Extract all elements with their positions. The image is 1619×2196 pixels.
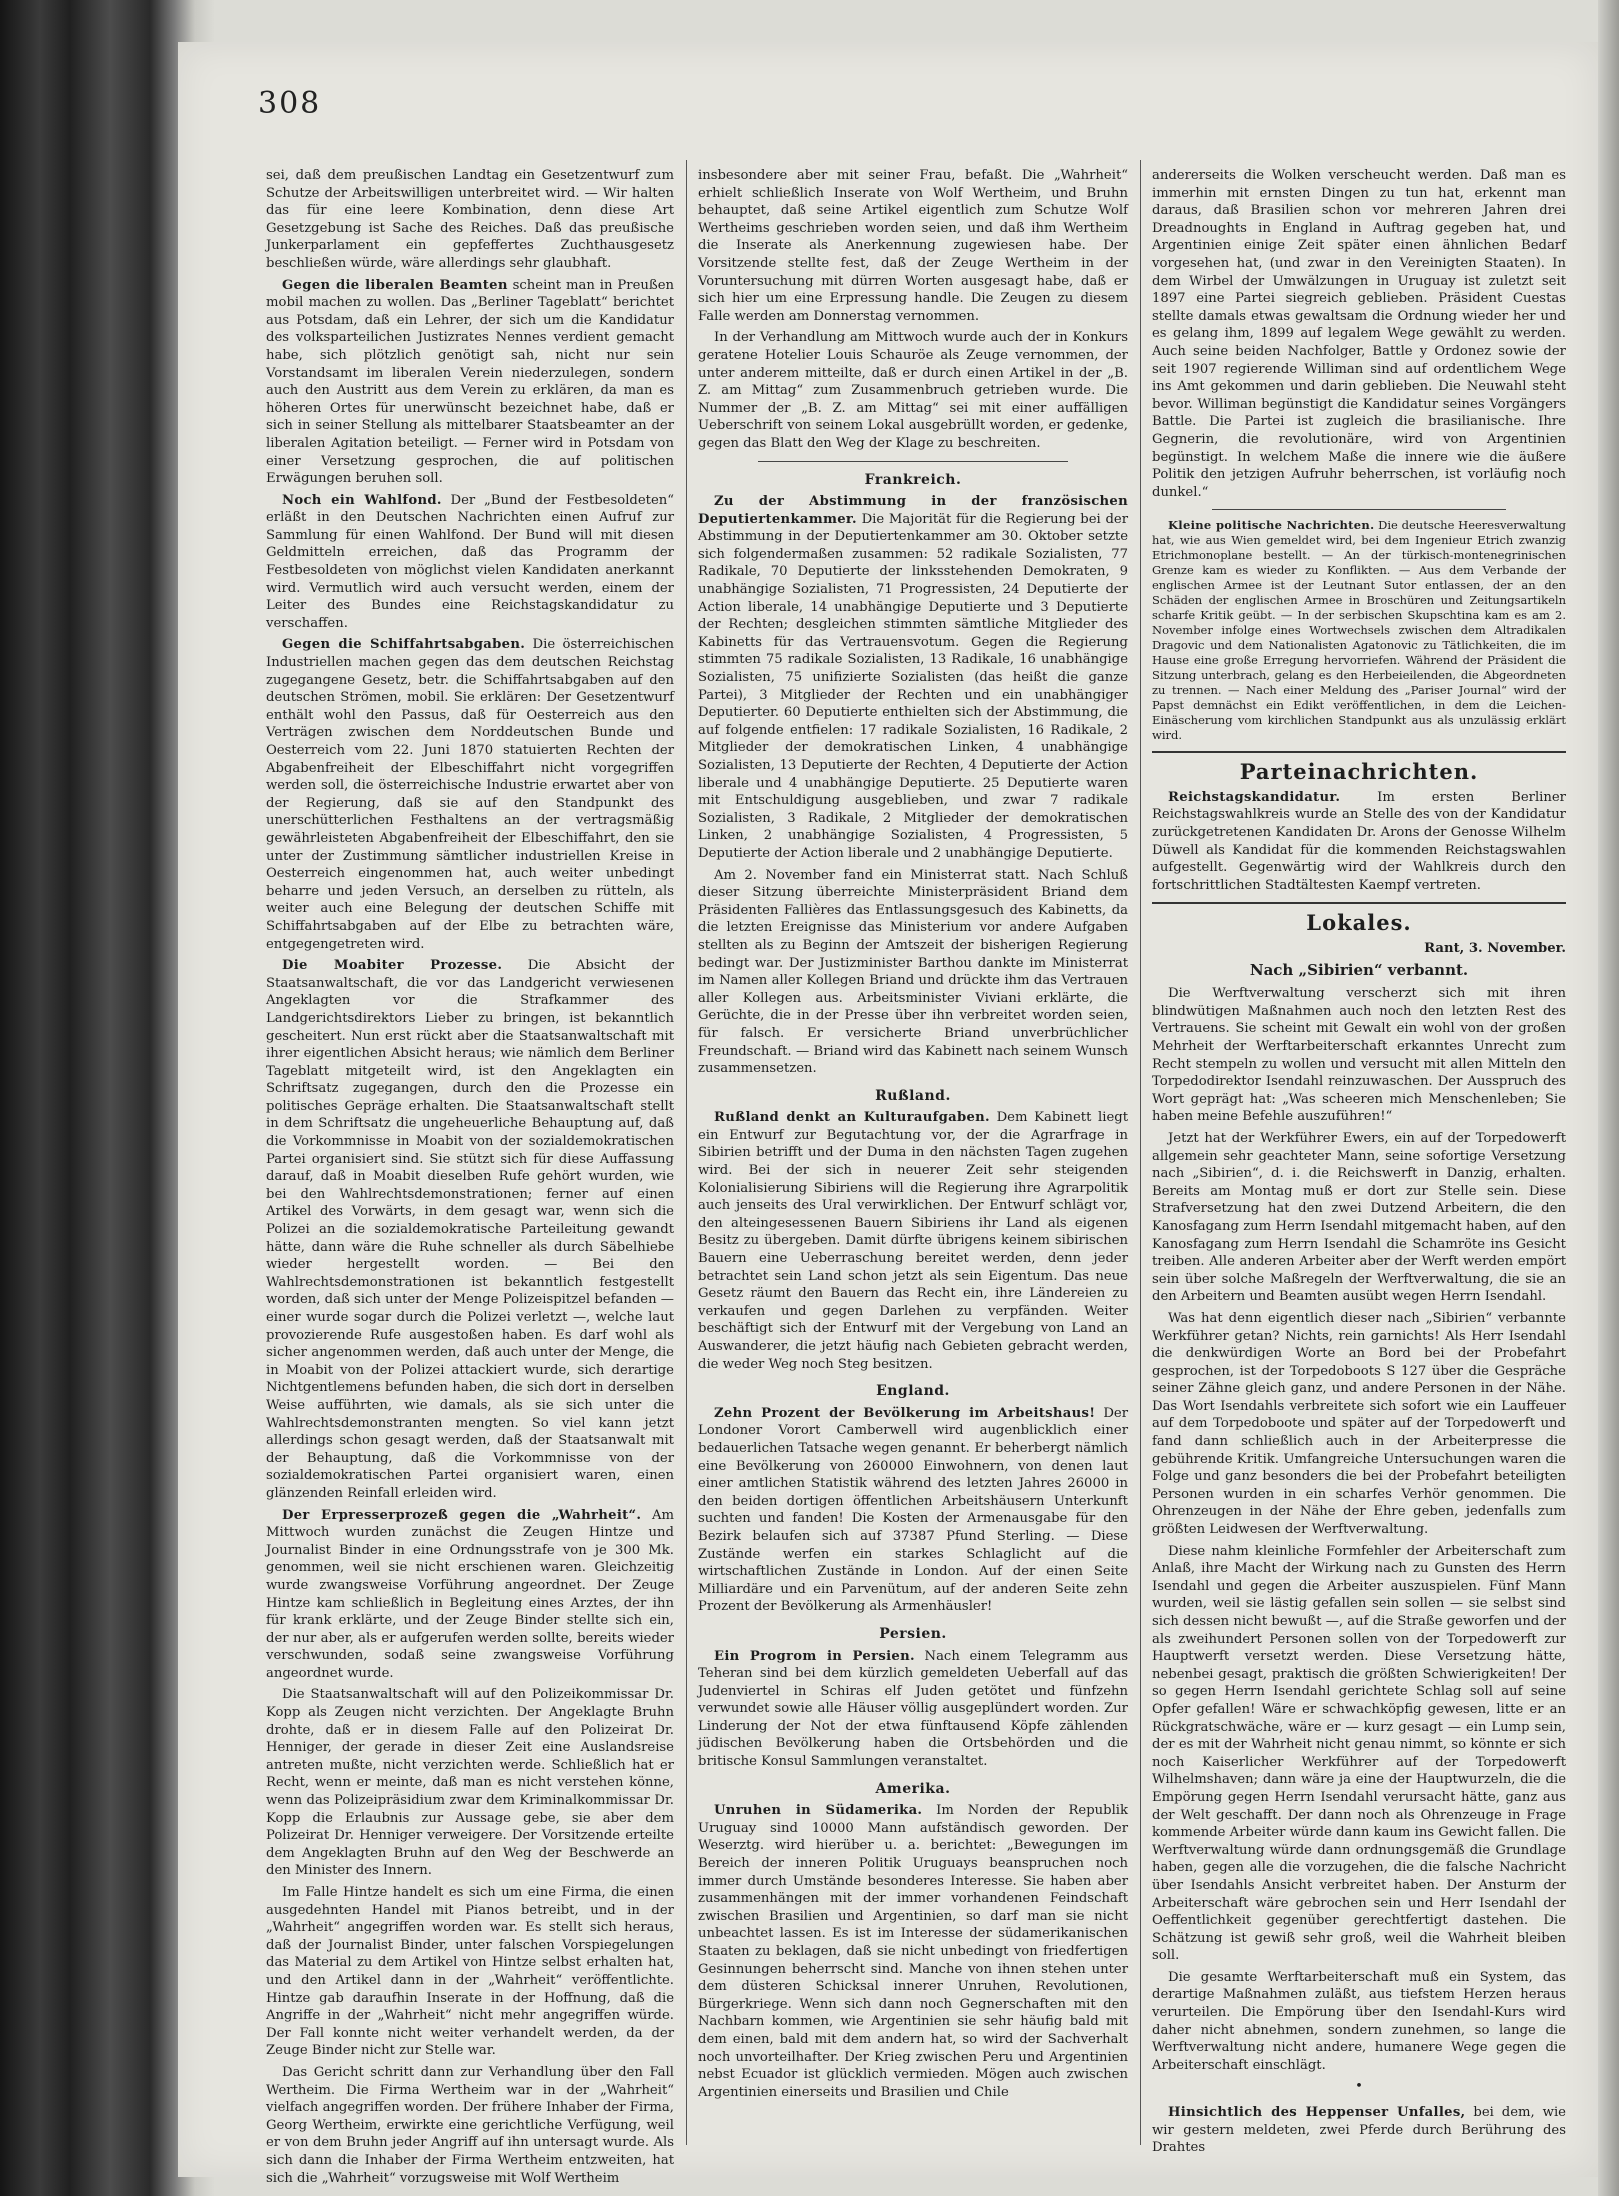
article-text: Im ersten Berliner Reichstagswahlkreis wurde an Stelle des von der Kandidatur zurückgetretenen Kandidaten Dr. Arons der Genosse Wilhelm Düwell als Kandidat für die kommenden Reichstagswahlen aufgestellt. Gegenwärtig wird der Wahlkreis durch den fortschrittlichen Stadtältesten Kaempf vertreten.: [1152, 789, 1566, 893]
article-text: scheint man in Preußen mobil machen zu wollen. Das „Berliner Tageblatt“ berichtet aus Potsdam, daß ein Lehrer, der sich um die Kandidatur des volksparteilichen Justizrates Nennes verdient gemacht habe, sich plötzlich genötigt sah, nicht nur sein Vorstandsamt im liberalen Verein niederzulegen, sondern auch den Austritt aus dem Verein zu erklären, da man es höheren Ortes für unerwünscht bezeichnet habe, daß er sich in seiner Stellung als mittelbarer Staatsbeamter an der liberalen Agitation beteiligt. — Ferner wird in Potsdam von einer Versetzung gesprochen, die auf politischen Erwägungen beruhen soll.: [266, 277, 675, 487]
article-paragraph: [266, 277, 674, 488]
article-paragraph: [698, 493, 1128, 862]
article-paragraph: Am 2. November fand ein Ministerrat statt. Nach Schluß dieser Sitzung überreichte Ministerpräsident Briand dem Präsidenten Fallières das Entlassungsgesuch des Kabinetts, da die letzten Ereignisse das Ministerium vor andere Aufgaben stellten als zu Beginn der Amtszeit der bisherigen Regierung bedingt war. Der Justizminister Barthou dankte im Ministerrat im Namen aller Kollegen Briand und drückte ihm das Vertrauen aller Kollegen aus. Arbeitsminister Viviani erklärte, die Gerüchte, die in der Presse über ihn verbreitet worden seien, für falsch. Er versicherte Briand unverbrüchlicher Freundschaft. — Briand wird das Kabinett nach seinem Wunsch zusammensetzen.: [698, 867, 1128, 1077]
article-lead: Noch ein Wahlfond.: [282, 492, 442, 508]
article-lead: Zu der Abstimmung in der französischen Deputiertenkammer.: [698, 494, 1128, 527]
article-paragraph: Diese nahm kleinliche Formfehler der Arbeiterschaft zum Anlaß, ihre Macht der Wirkung nach zu Gunsten des Herrn Isendahl und gegen die Arbeiter auszuspielen. Fünf Mann wurden, weil sie lästig gefallen sein sollen — sie selbst sind sich dessen nicht bewußt —, auf die Straße geworfen und der als zweihundert Personen sollen von der Torpedowerft zur Hauptwerft versetzt werden. Diese Versetzung hätte, nebenbei gesagt, praktisch die größten Schwierigkeiten! Der so gegen Herrn Isendahl gerichtete Schlag soll auf seine Opfer gefallen! Wäre er schwachköpfig gewesen, litte er an Rückgratschwäche, wäre er — kurz gesagt — ein Lump sein, der es mit der Wahrheit nicht genau nimmt, so könnte er sich noch Kaiserlicher Werkführer auf der Torpedowerft Wilhelmshaven; dann wäre ja eine der Hauptwurzeln, die die Empörung gegen Herrn Isendahl verursacht hätte, ganz aus der Welt geschafft. Der dann noch als Ohrenzeuge in Frage kommende Arbeiter würde dann kaum ins Gewicht fallen. Die Werftverwaltung würde dann ordnungsgemäß die Grundlage haben, gegen alle die vorzugehen, die die falsche Nachricht über Isendahls Ansicht verbreitet haben. Der Ansturm der Arbeiterschaft wäre gebrochen sein und Herr Isendahl der Oeffentlichkeit gegenüber gerechtfertigt dastehen. Die Schätzung ist gewiß sehr groß, weil die Wahrheit bleiben soll.: [1152, 1543, 1567, 1964]
article-lead: Unruhen in Südamerika.: [714, 1803, 923, 1819]
article-text: Am Mittwoch wurden zunächst die Zeugen Hintze und Journalist Binder in eine Ordnungsstrafe von je 300 Mk. genommen, weil sie nicht erschienen waren. Gleichzeitig wurde zwangsweise Vorführung angeordnet. Der Zeuge Hintze kam schließlich in Begleitung eines Arztes, der ihn für krank erklärte, und der Zeuge Binder stellte sich ein, der nur aber, als er aufgerufen werden sollte, bereits wieder verschwunden, sodaß seine zwangsweise Vorführung angeordnet wurde.: [266, 1507, 674, 1681]
article-paragraph: [1152, 518, 1566, 743]
section-rule: [758, 461, 1068, 462]
page-number: 308: [258, 86, 322, 121]
column-2: [698, 167, 1128, 2157]
article-lead: Der Erpresserprozeß gegen die „Wahrheit“.: [282, 1507, 642, 1523]
article-paragraph: [266, 957, 674, 1502]
article-lead: Kleine politische Nachrichten.: [1168, 518, 1375, 533]
section-heading-lokales: Lokales.: [1306, 910, 1412, 936]
article-lead: Die Moabiter Prozesse.: [282, 958, 503, 974]
article-text: Die Absicht der Staatsanwaltschaft, die vor das Landgericht verwiesenen Angeklagten vor die Strafkammer des Landgerichtsdirektors Lieber zu bringen, ist bekanntlich gescheitert. Nun erst rückt aber die Staatsanwaltschaft mit ihrer eigentlichen Absicht heraus; wie nämlich dem Berliner Tageblatt mitgeteilt wird, ist den Angeklagten ein Schriftsatz zugegangen, durch den die Prozesse ein politisches Gepräge erhalten. Die Staatsanwaltschaft stellt in dem Schriftsatz die ungeheuerliche Behauptung auf, daß die Vorkommnisse in Moabit von der sozialdemokratischen Partei organisiert sind. Sie stützt sich für diese Auffassung darauf, daß in Moabit dieselben Rufe gehört wurden, wie bei den Wahlrechtsdemonstrationen; ferner auf einen Artikel des Vorwärts, in dem gesagt war, wenn sich die Polizei an die sozialdemokratische Parteileitung gewandt hätte, dann wäre die Ruhe schneller als durch Säbelhiebe wieder hergestellt worden. — Bei den Wahlrechtsdemonstrationen ist bekanntlich festgestellt worden, daß sich unter der Menge Polizeispitzel befanden — einer wurde sogar durch die Polizei verletzt —, welche laut provozierende Rufe ausgestoßen haben. Es darf wohl als sicher angenommen werden, daß auch unter der Menge, die in Moabit von der Polizei attackiert wurde, sich derartige Nichtgentlemens befunden haben, die sich dort in derselben Weise aufführten, wie damals, als sie sich unter die Wahlrechtsdemonstranten mengten. So viel kann jetzt allerdings schon gesagt werden, daß der Staatsanwalt mit der Behauptung, daß die Vorkommnisse von der sozialdemokratischen Partei organisiert waren, einen glänzenden Reinfall erleiden wird.: [266, 958, 674, 1501]
article-lead: Rußland denkt an Kulturaufgaben.: [714, 1110, 990, 1126]
article-paragraph: insbesondere aber mit seiner Frau, befaßt. Die „Wahrheit“ erhielt schließlich Inserate von Wolf Wertheim, und Bruhn behauptet, daß seine Artikel eigentlich zum Schutze Wolf Wertheims geschrieben worden seien, und daß ihm Wertheim die Inserate als Anerkennung zugewiesen habe. Der Vorsitzende stellte fest, daß der Zeuge Wertheim in der Voruntersuchung mit dürren Worten ausgesagt habe, daß er sich hier um eine Erpressung handle. Die Zeugen zu diesem Falle werden am Donnerstag vernommen.: [698, 168, 1128, 324]
article-paragraph: [1152, 2104, 1566, 2157]
article-lead: Ein Progrom in Persien.: [714, 1648, 915, 1664]
article-text: Nach einem Telegramm aus Teheran sind bei dem kürzlich gemeldeten Ueberfall auf das Judenviertel in Schiras elf Juden getötet und fünfzehn verwundet sowie alle Häuser völlig ausgeplündert worden. Zur Linderung der Not der etwa fünftausend Köpfe zählenden jüdischen Bevölkerung haben die Ortsbehörden und die britische Konsul Sammlungen veranstaltet.: [698, 1648, 1128, 1770]
article-paragraph: Jetzt hat der Werkführer Ewers, ein auf der Torpedowerft allgemein sehr geachteter Mann, seine sofortige Versetzung nach „Sibirien“, d. i. die Reichswerft in Danzig, erhalten. Bereits am Montag muß er dort zur Stelle sein. Diese Strafversetzung hat den zwei Dutzend Arbeitern, die den Kanosfagang zum Herrn Isendahl mitgemacht haben, auf den Kanosfagang zum Herrn Isendahl die Schamröte ins Gesicht treiben. Alle anderen Arbeiter aber der Werft werden empört sein über solche Maßregeln der Werftverwaltung, die sie an den Arbeitern und Beamten ausübt wegen Herrn Isendahl.: [1152, 1130, 1566, 1305]
article-paragraph: Das Gericht schritt dann zur Verhandlung über den Fall Wertheim. Die Firma Wertheim war in der „Wahrheit“ vielfach angegriffen worden. Der frühere Inhaber der Firma, Georg Wertheim, erwirkte eine gerichtliche Verfügung, weil er von dem Bruhn jeder Angriff auf ihn untersagt wurde. Als sich dann die Inhaber der Firma Wertheim entzweiten, hat sich die „Wahrheit“ vorzugsweise mit Wolf Wertheim: [266, 2064, 674, 2186]
section-heading-frankreich: Frankreich.: [864, 471, 962, 488]
article-text: bei dem, wie wir gestern meldeten, zwei Pferde durch Berührung des Drahtes: [1152, 2105, 1566, 2156]
newspaper-page: [178, 42, 1598, 2186]
article-paragraph: Was hat denn eigentlich dieser nach „Sibirien“ verbannte Werkführer getan? Nichts, rein garnichts! Als Herr Isendahl die denkwürdigen Worte an Bord bei der Probefahrt gesprochen, ist der Torpedoboots S 127 über die Gespräche seiner Zähne gleich ganz, und andere Personen in der Nähe. Das Wort Isendahls verbreitete sich sofort wie ein Lauffeuer auf dem Torpedoboote und später auf der Torpedowerft und fand dann schließlich auch in der Arbeiterpresse die gebührende Kritik. Umfangreiche Untersuchungen waren die Folge und ganz besonders die bei der Probefahrt beteiligten Personen wurden in ein scharfes Verhör genommen. Die Ohrenzeugen in der Nähe der Ehre geben, jedenfalls zum größten Leidwesen der Werftverwaltung.: [1152, 1310, 1566, 1538]
article-lead: Zehn Prozent der Bevölkerung im Arbeitshaus!: [714, 1405, 1096, 1421]
section-heading-parteinachrichten: Parteinachrichten.: [1239, 759, 1479, 785]
article-paragraph: [1152, 789, 1566, 895]
article-text: Die deutsche Heeresverwaltung hat, wie aus Wien gemeldet wird, bei dem Ingenieur Etrich zwanzig Etrichmonoplane bestellt. — An der türkisch-montenegrinischen Grenze kam es wieder zu Konflikten. — Aus dem Verbande der englischen Armee ist der Leutnant Sutor entlassen, der an den Schäden der englischen Armee in Broschüren und Zeitungsartikeln scharfe Kritik geübt. — In der serbischen Skupschtina kam es am 2. November infolge eines Wortwechsels zwischen dem Altradikalen Dragovic und dem Nationalisten Agatonovic zu Tätlichkeiten, die im Hause eine große Erregung hervorriefen. Während der Präsident die Sitzung unterbrach, gelang es den Herbeieilenden, die Abgeordneten zu trennen. — Nach einer Meldung des „Pariser Journal“ wird der Papst demnächst ein Edikt veröffentlichen, in dem die Leichen-Einäscherung vom kirchlichen Standpunkt aus als unzulässig erklärt wird.: [1152, 518, 1566, 743]
section-heading-amerika: Amerika.: [875, 1780, 951, 1797]
article-lead: Gegen die liberalen Beamten: [282, 277, 508, 293]
article-paragraph: In der Verhandlung am Mittwoch wurde auch der in Konkurs geratene Hotelier Louis Schauröe als Zeuge vernommen, der unter anderem mitteilte, daß er durch einen Artikel in der „B. Z. am Mittag“ zum Zusammenbruch getrieben wurde. Die Nummer der „B. Z. am Mittag“ sei mit einer auffälligen Ueberschrift von seinem Lokal ausgebrüllt worden, er gedenke, gegen das Blatt den Weg der Klage zu beschreiten.: [698, 330, 1128, 451]
article-text: Die österreichischen Industriellen machen gegen das dem deutschen Reichstag zugegangene Gesetz, betr. die Schiffahrtsabgaben auf den deutschen Strömen, mobil. Sie erklären: Der Gesetzentwurf enthält wohl den Passus, daß für Oesterreich aus den Verträgen zwischen dem Norddeutschen Bunde und Oesterreich vom 22. Juni 1870 statuierten Rechten der Abgabenfreiheit der Elbeschiffahrt nicht vorgegriffen werden soll, die österreichische Industrie erwartet aber von der Regierung, daß sie auf den Standpunkt des unerschütterlichen Festhaltens an der vertragsmäßig gewährleisteten Abgabenfreiheit der Elbeschiffahrt, den sie unter der Zustimmung sämtlicher industriellen Kreise in Oesterreich eingenommen hat, auch weiter unbedingt beharre und jeden Versuch, an derselben zu rütteln, als weiter auch eine Belegung der deutschen Schiffe mit Schiffahrtsabgaben auf der Elbe zu betrachten wäre, entgegengetreten wird.: [266, 637, 674, 952]
article-paragraph: Die Werftverwaltung verscherzt sich mit ihren blindwütigen Maßnahmen auch noch den letzten Rest des Vertrauens. Sie scheint mit Gewalt ein wohl von der großen Mehrheit der Werftarbeiterschaft erkanntes Unrecht zum Recht stempeln zu wollen und versucht mit allen Mitteln den Torpedodirektor Isendahl reinzuwaschen. Der Ausspruch des Wort geprägt hat: „Was scheeren mich Menschenleben; Sie haben meine Befehle auszuführen!“: [1152, 986, 1566, 1125]
article-text: Die Majorität für die Regierung bei der Abstimmung in der Deputiertenkammer am 30. Oktober setzte sich folgendermaßen zusammen: 52 radikale Sozialisten, 77 Radikale, 70 Deputierte der linksstehenden Demokraten, 9 unabhängige Sozialisten, 71 Progressisten, 24 Deputierte der Action liberale, 14 unabhängige Deputierte und 3 Deputierte der Rechten; desgleichen stimmten sämtliche Mitglieder des Kabinetts für das Vertrauensvotum. Gegen die Regierung stimmten 75 radikale Sozialisten, 13 Radikale, 16 unabhängige Sozialisten, 75 unifizierte Sozialisten (das heißt die ganze Partei), 3 Mitglieder der Rechten und ein unabhängiger Deputierter. 60 Deputierte enthielten sich der Abstimmung, die auf folgende entfielen: 17 radikale Sozialisten, 16 Radikale, 2 Mitglieder der demokratischen Linken, 4 unabhängige Sozialisten, 13 Deputierte der Rechten, 4 Deputierte der Action liberale und 4 unabhängige Deputierte. 25 Deputierte waren mit Entschuldigung ausgeblieben, und zwar 7 radikale Sozialisten, 3 Radikale, 2 Mitglieder der demokratischen Linken, 2 unabhängige Sozialisten, 4 Progressisten, 5 Deputierte der Action liberale und 2 unabhängige Deputierte.: [698, 511, 1128, 861]
article-paragraph: andererseits die Wolken verscheucht werden. Daß man es immerhin mit ernsten Dingen zu tun hat, erkennt man daraus, daß Brasilien schon vor mehreren Jahren drei Dreadnoughts in England in Auftrag gegeben hat, und Argentinien einige Zeit später einen ähnlichen Bedarf vorgesehen hat, (und zwar in den Vereinigten Staaten). In dem Wirbel der Umwälzungen in Uruguay ist zuletzt seit 1897 eine Partei siegreich geblieben. Präsident Cuestas stellte damals etwas gewaltsam die Ordnung wieder her und es gelang ihm, 1899 auf legalem Wege gewählt zu werden. Auch seine beiden Nachfolger, Battle y Ordonez sowie der seit 1907 regierende Williman sind auf ordentlichem Wege ins Amt gekommen und darin geblieben. Die Neuwahl steht bevor. Williman begünstigt die Kandidatur seines Vorgängers Battle. Die Partei ist zugleich die brasilianische. Ihre Gegnerin, die revolutionäre, wird von Argentinien begünstigt. In welchem Maße die innere wie die äußere Politik den jetzigen Aufruhr beherrschen, ist vorläufig noch dunkel.“: [1152, 168, 1566, 500]
article-text: Dem Kabinett liegt ein Entwurf zur Begutachtung vor, der die Agrarfrage in Sibirien betrifft und der Duma in den nächsten Tagen zugehen wird. Bei der sich in neuerer Zeit sehr steigenden Kolonialisierung Sibiriens will die Regierung ihre Agrarpolitik auch jenseits des Ural verwirklichen. Der Entwurf schlägt vor, den alteingesessenen Bauern Sibiriens ihr Land als eigenen Besitz zu übergeben. Damit dürfte übrigens keinem sibirischen Bauern eine Ueberraschung bereitet werden, denn jeder betrachtet sein Land schon jetzt als sein Eigentum. Das neue Gesetz räumt den Bauern das Recht ein, ihre Ländereien zu verkaufen und gegen Darlehen zu verpfänden. Weiter beschäftigt sich der Entwurf mit der Vergebung von Land an Auswanderer, die jetzt häufig nach Gebieten gebracht werden, die weder Weg noch Steg besitzen.: [698, 1110, 1128, 1372]
article-paragraph: sei, daß dem preußischen Landtag ein Gesetzentwurf zum Schutze der Arbeitswilligen unterbreitet wird. — Wir halten das für eine leere Kombination, denn diese Art Gesetzgebung ist Sache des Reiches. Daß das preußische Junkerparlament ein gepfeffertes Zuchthausgesetz beschließen würde, wäre allerdings sehr glaubhaft.: [266, 168, 674, 271]
section-rule: [1212, 509, 1506, 510]
article-lead: Gegen die Schiffahrtsabgaben.: [282, 637, 526, 653]
article-paragraph: [266, 636, 674, 953]
article-headline: Nach „Sibirien“ verbannt.: [1249, 960, 1469, 979]
section-heading-england: England.: [876, 1383, 950, 1400]
section-heading-persien: Persien.: [879, 1625, 947, 1642]
article-lead: Hinsichtlich des Heppenser Unfalles,: [1168, 2105, 1466, 2121]
article-paragraph: Die gesamte Werftarbeiterschaft muß ein System, das derartige Maßnahmen zuläßt, aus tiefstem Herzen heraus verurteilen. Die Empörung über den Isendahl-Kurs wird daher nicht abnehmen, sondern zunehmen, so lange die Werftverwaltung nicht andere, humanere Wege gegen die Arbeiterschaft einschlägt.: [1152, 1969, 1566, 2073]
article-text: Der Londoner Vorort Camberwell wird augenblicklich einer bedauerlichen Tatsache wegen genannt. Er beherbergt nämlich eine Bevölkerung von 260000 Einwohnern, von denen laut einer amtlichen Statistik während des letzten Jahres 26000 in den beiden dortigen öffentlichen Arbeitshäusern Unterkunft suchten und fanden! Die Kosten der Armenausgabe für den Bezirk belaufen sich auf 37387 Pfund Sterling. — Diese Zustände werfen ein starkes Schlaglicht auf die wirtschaftlichen Zustände in London. Auf der einen Seite Milliardäre und ein Parvenütum, auf der anderen Seite zehn Prozent der Bevölkerung als Armenhäusler!: [698, 1405, 1129, 1615]
article-paragraph: [698, 1648, 1128, 1771]
article-lead: Reichstagskandidatur.: [1168, 789, 1341, 805]
article-paragraph: [698, 1802, 1128, 2101]
separator-mark: •: [1355, 2079, 1363, 2095]
article-paragraph: [698, 1109, 1128, 1373]
scan-right-edge: [1598, 0, 1619, 2196]
article-paragraph: [698, 1405, 1128, 1616]
article-text: Im Norden der Republik Uruguay sind 10000 Mann aufständisch geworden. Der Weserztg. wird hierüber u. a. berichtet: „Bewegungen im Bereich der inneren Politik Uruguays beanspruchen noch immer durch Umstände besonderes Interesse. Sie haben aber zusammenhängen mit der immer vorhandenen Feindschaft zwischen Brasilien und Argentinien, so darf man sie nicht unbeachtet lassen. Es ist im Interesse der südamerikanischen Staaten zu beklagen, daß sie nicht unbedingt von friedfertigen Gesinnungen beherrscht sind. Manche von ihnen stehen unter dem düsteren Schicksal innerer Unruhen, Revolutionen, Bürgerkriege. Wenn sich dann noch Gegnerschaften mit den Nachbarn kommen, wie Argentinien sie sehr häufig bald mit dem einen, bald mit dem andern hat, so wird der Sachverhalt noch unvorteilhafter. Der Krieg zwischen Peru und Argentinien nebst Ecuador ist glücklich vermieden. Mögen auch zwischen Argentinien einerseits und Brasilien und Chile: [698, 1803, 1129, 2100]
section-rule-thick: [1152, 751, 1566, 753]
article-paragraph: Die Staatsanwaltschaft will auf den Polizeikommissar Dr. Kopp als Zeugen nicht verzichten. Der Angeklagte Bruhn drohte, daß er in diesem Falle auf den Polizeirat Dr. Henniger, der gerade in dieser Zeit eine Auslandsreise antreten mußte, nicht verzichten werde. Schließlich hat er Recht, wenn er meinte, daß man es nicht verstehen könne, wenn das Polizeipräsidium zwar dem Kriminalkommissar Dr. Kopp die Erlaubnis zur Aussage gebe, sie aber dem Polizeirat Dr. Henniger verweigere. Der Vorsitzende erteilte dem Angeklagten Bruhn auf den Weg der Beschwerde an den Minister des Innern.: [266, 1687, 674, 1879]
article-text: Der „Bund der Festbesoldeten“ erläßt in den Deutschen Nachrichten einen Aufruf zur Sammlung für einen Wahlfond. Der Bund will mit diesen Geldmitteln erreichen, daß das Programm der Festbesoldeten von möglichst vielen Kandidaten anerkannt wird. Vermutlich wird auch versucht werden, einem der Leiter des Bundes eine Reichstagskandidatur zu verschaffen.: [266, 492, 674, 631]
dateline: Rant, 3. November.: [1424, 941, 1566, 957]
column-3: [1152, 167, 1566, 2157]
column-1: [266, 167, 675, 2186]
column-divider-1: [686, 160, 687, 2145]
section-heading-russland: Rußland.: [875, 1087, 951, 1104]
section-rule-thick: [1152, 902, 1566, 904]
article-paragraph: [266, 492, 674, 633]
column-divider-2: [1140, 160, 1141, 2145]
article-paragraph: [266, 1507, 674, 1683]
article-paragraph: Im Falle Hintze handelt es sich um eine Firma, die einen ausgedehnten Handel mit Pianos betreibt, und in der „Wahrheit“ angegriffen worden war. Es stellt sich heraus, daß der Journalist Binder, unter falschen Vorspiegelungen das Material zu dem Artikel von Hintze selbst erhalten hat, und den Artikel dann in der „Wahrheit“ veröffentlichte. Hintze gab daraufhin Inserate in der Hoffnung, daß die Angriffe in der „Wahrheit“ nicht mehr angegriffen würde. Der Fall konnte nicht weiter verhandelt werden, da der Zeuge Binder nicht zur Stelle war.: [266, 1885, 674, 2059]
